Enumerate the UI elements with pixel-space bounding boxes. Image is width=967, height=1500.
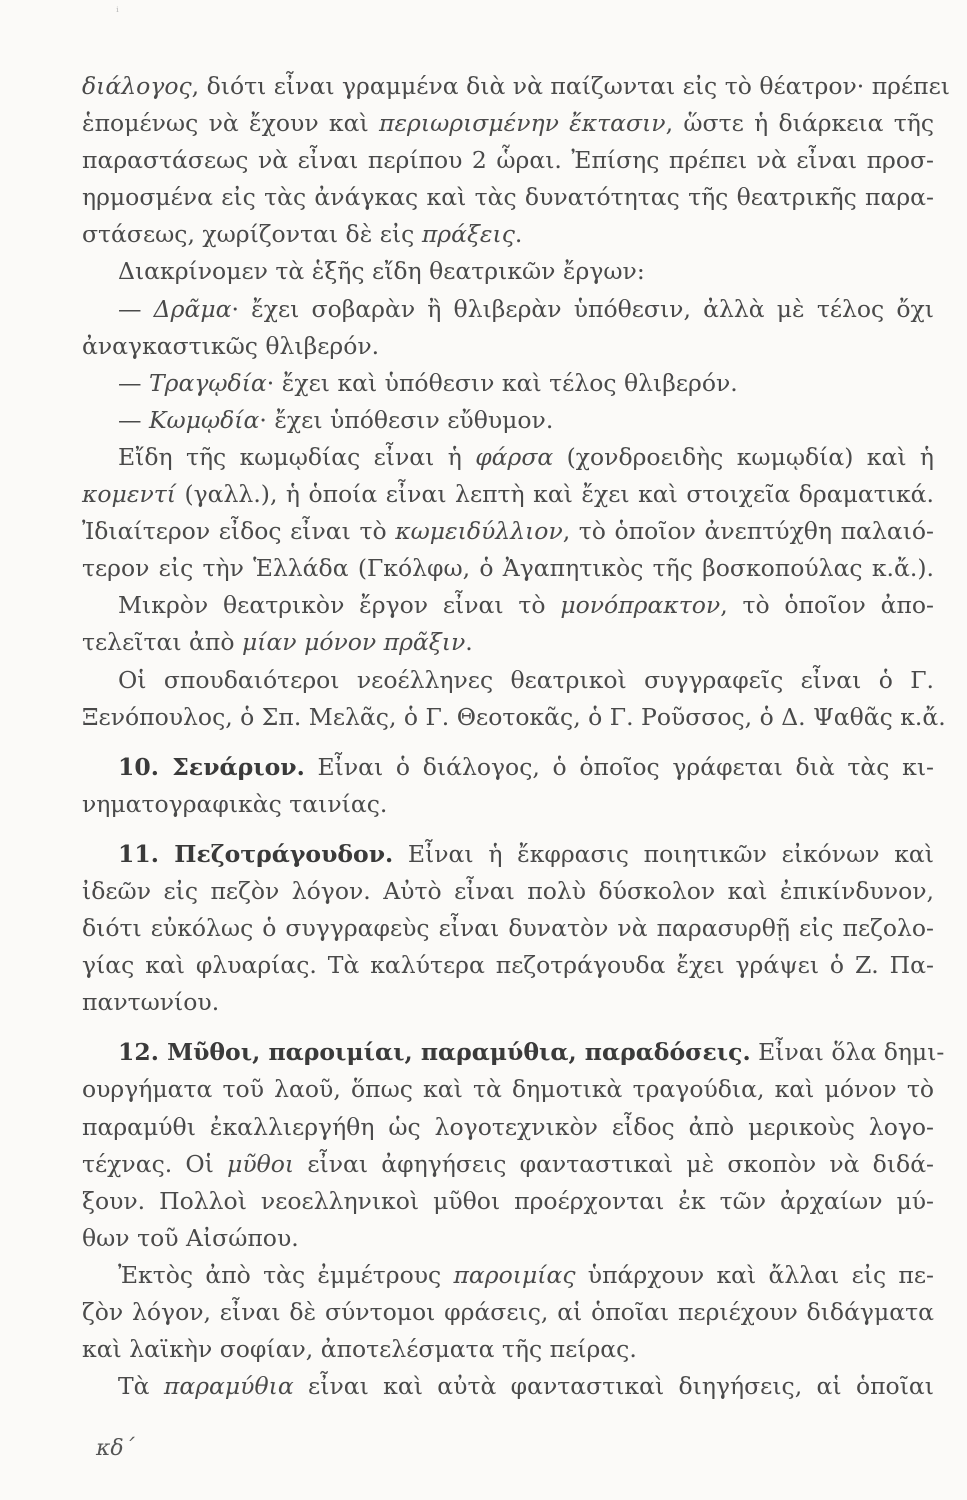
- emphasis-text: κωμειδύλλιον: [395, 517, 563, 546]
- text-line: [82, 216, 934, 253]
- text-segment: εἶναι ἀφηγήσεις φανταστικαὶ μὲ σκοπὸν νὰ διδά-: [294, 1149, 935, 1178]
- text-line: [82, 836, 934, 873]
- text-segment: ἑπομένως νὰ ἔχουν καὶ: [82, 109, 379, 138]
- text-line: [82, 253, 934, 290]
- text-segment: διότι εὐκόλως ὁ συγγραφεὺς εἶναι δυνατὸν νὰ παρασυρθῇ εἰς πεζολο-: [82, 914, 934, 943]
- text-line: [82, 1220, 934, 1257]
- text-line: [82, 699, 946, 736]
- emphasis-text: μονόπρακτον: [560, 591, 721, 620]
- text-line: [82, 105, 934, 142]
- text-line: [82, 550, 934, 587]
- text-line: [82, 662, 934, 699]
- text-segment: παντωνίου.: [82, 988, 220, 1017]
- text-segment: · ἔχει καὶ ὑπόθεσιν καὶ τέλος θλιβερόν.: [266, 368, 738, 397]
- text-line: [82, 984, 934, 1021]
- text-segment: τέχνας. Οἱ: [82, 1149, 228, 1178]
- text-segment: Οἱ σπουδαιότεροι νεοέλληνες θεατρικοὶ συγγραφεῖς εἶναι ὁ Γ.: [118, 665, 934, 694]
- text-line: [82, 749, 934, 786]
- text-segment: · ἔχει σοβαρὰν ἢ θλιβερὰν ὑπόθεσιν, ἀλλὰ μὲ τέλος ὄχι: [231, 294, 934, 323]
- emphasis-text: Τραγῳδία: [148, 368, 267, 397]
- text-line: [82, 1294, 934, 1331]
- text-segment: ξουν. Πολλοὶ νεοελληνικοὶ μῦθοι προέρχονται ἐκ τῶν ἀρχαίων μύ-: [82, 1186, 934, 1215]
- text-segment: , ὥστε ἡ διάρκεια τῆς: [665, 109, 935, 138]
- text-segment: νηματογραφικὰς ταινίας.: [82, 789, 388, 818]
- emphasis-text: παροιμίας: [453, 1260, 576, 1289]
- text-segment: ἰδεῶν εἰς πεζὸν λόγον. Αὐτὸ εἶναι πολὺ δύσκολον καὶ ἐπικίνδυνον,: [82, 876, 934, 905]
- text-segment: —: [118, 294, 154, 323]
- text-segment: —: [118, 405, 149, 434]
- text-line: [82, 1034, 945, 1071]
- text-line: [82, 947, 934, 984]
- corner-mark: ᵢ: [116, 0, 119, 16]
- text-segment: ζὸν λόγον, εἶναι δὲ σύντομοι φράσεις, αἱ ὁποῖαι περιέχουν διδάγματα: [82, 1298, 934, 1326]
- text-segment: παραστάσεως νὰ εἶναι περίπου 2 ὧραι. Ἐπίσης πρέπει νὰ εἶναι προσ-: [82, 146, 934, 175]
- text-segment: (χονδροειδὴς κωμῳδία) καὶ ἡ: [553, 442, 934, 471]
- emphasis-text: φάρσα: [475, 442, 554, 471]
- text-line: [82, 513, 934, 550]
- text-segment: Τὰ: [118, 1372, 164, 1401]
- text-line: [82, 439, 934, 476]
- section-heading: 10. Σενάριον.: [118, 752, 305, 781]
- text-segment: γίας καὶ φλυαρίας. Τὰ καλύτερα πεζοτράγουδα ἔχει γράψει ὁ Ζ. Πα-: [82, 951, 934, 980]
- text-segment: Εἶναι ἡ ἔκφρασις ποιητικῶν εἰκόνων καὶ: [393, 839, 934, 868]
- text-segment: .: [465, 628, 473, 657]
- text-segment: —: [118, 368, 149, 397]
- text-line: [82, 587, 934, 624]
- text-line: [82, 365, 934, 402]
- emphasis-text: μῦθοι: [227, 1149, 295, 1178]
- text-line: [82, 1183, 934, 1220]
- text-line: [82, 786, 934, 823]
- emphasis-text: μίαν μόνον πρᾶξιν: [241, 628, 466, 657]
- text-segment: ουργήματα τοῦ λαοῦ, ὅπως καὶ τὰ δημοτικὰ τραγούδια, καὶ μόνον τὸ: [82, 1075, 934, 1104]
- emphasis-text: παραμύθια: [163, 1372, 294, 1401]
- emphasis-text: πράξεις: [421, 220, 515, 249]
- text-segment: στάσεως, χωρίζονται δὲ εἰς: [82, 220, 422, 249]
- text-segment: καὶ λαϊκὴν σοφίαν, ἀποτελέσματα τῆς πείρας.: [82, 1335, 637, 1364]
- text-segment: Διακρίνομεν τὰ ἑξῆς εἴδη θεατρικῶν ἔργων:: [118, 257, 645, 286]
- text-segment: παραμύθι ἐκαλλιεργήθη ὡς λογοτεχνικὸν εἶδος ἀπὸ μερικοὺς λογο-: [82, 1112, 934, 1141]
- text-line: [82, 476, 934, 513]
- emphasis-text: διάλογος: [82, 72, 192, 100]
- text-segment: , τὸ ὁποῖον ἀνεπτύχθη παλαιό-: [562, 517, 934, 546]
- text-segment: τελεῖται ἀπὸ: [82, 628, 242, 657]
- text-line: [82, 910, 934, 947]
- text-line: [82, 873, 934, 910]
- text-segment: , διότι εἶναι γραμμένα διὰ νὰ παίζωνται εἰς τὸ θέατρον· πρέπει: [191, 72, 950, 100]
- text-line: [82, 328, 934, 365]
- text-segment: ηρμοσμένα εἰς τὰς ἀνάγκας καὶ τὰς δυνατότητας τῆς θεατρικῆς παρα-: [82, 183, 934, 212]
- text-line: [82, 68, 950, 105]
- text-segment: εἶναι καὶ αὐτὰ φανταστικαὶ διηγήσεις, αἱ ὁποῖαι: [293, 1372, 934, 1401]
- text-line: [82, 291, 934, 328]
- text-line: [82, 624, 934, 661]
- text-line: [82, 1368, 934, 1405]
- text-segment: .: [514, 220, 523, 249]
- emphasis-text: Δρᾶμα: [153, 294, 232, 323]
- text-line: [82, 1331, 934, 1368]
- text-segment: Ἐκτὸς ἀπὸ τὰς ἐμμέτρους: [118, 1260, 454, 1289]
- emphasis-text: κομεντί: [82, 480, 176, 509]
- text-segment: Μικρὸν θεατρικὸν ἔργον εἶναι τὸ: [118, 591, 561, 620]
- text-segment: Ξενόπουλος, ὁ Σπ. Μελᾶς, ὁ Γ. Θεοτοκᾶς, ὁ Γ. Ροῦσσος, ὁ Δ. Ψαθᾶς κ.ἄ.: [82, 702, 946, 731]
- text-segment: Εἶναι ὁ διάλογος, ὁ ὁποῖος γράφεται διὰ τὰς κι-: [304, 752, 934, 781]
- text-line: [82, 1257, 934, 1294]
- text-line: [82, 1146, 934, 1183]
- emphasis-text: Κωμῳδία: [148, 405, 260, 434]
- text-line: [82, 1071, 934, 1108]
- text-segment: , τὸ ὁποῖον ἀπο-: [720, 591, 934, 620]
- text-segment: ἀναγκαστικῶς θλιβερόν.: [82, 331, 380, 360]
- text-line: [82, 1109, 934, 1146]
- text-segment: θων τοῦ Αἰσώπου.: [82, 1223, 299, 1252]
- text-segment: (γαλλ.), ἡ ὁποία εἶναι λεπτὴ καὶ ἔχει καὶ στοιχεῖα δραματικά.: [175, 480, 934, 509]
- text-segment: Εἴδη τῆς κωμῳδίας εἶναι ἡ: [118, 442, 476, 471]
- text-line: [82, 402, 934, 439]
- text-segment: ὑπάρχουν καὶ ἄλλαι εἰς πε-: [575, 1260, 934, 1289]
- section-heading: 12. Μῦθοι, παροιμίαι, παραμύθια, παραδόσεις.: [118, 1038, 751, 1067]
- text-segment: Εἶναι ὅλα δημι-: [750, 1038, 945, 1067]
- text-segment: · ἔχει ὑπόθεσιν εὔθυμον.: [259, 405, 554, 434]
- text-segment: Ἰδιαίτερον εἶδος εἶναι τὸ: [82, 517, 396, 546]
- text-line: [82, 142, 934, 179]
- emphasis-text: περιωρισμένην ἔκτασιν: [379, 109, 666, 138]
- page-number: κδ΄: [96, 1436, 135, 1461]
- body-text: [82, 68, 950, 1405]
- text-segment: τερον εἰς τὴν Ἑλλάδα (Γκόλφω, ὁ Ἀγαπητικὸς τῆς βοσκοπούλας κ.ἄ.).: [82, 554, 934, 583]
- section-heading: 11. Πεζοτράγουδον.: [118, 839, 394, 868]
- text-line: [82, 179, 934, 216]
